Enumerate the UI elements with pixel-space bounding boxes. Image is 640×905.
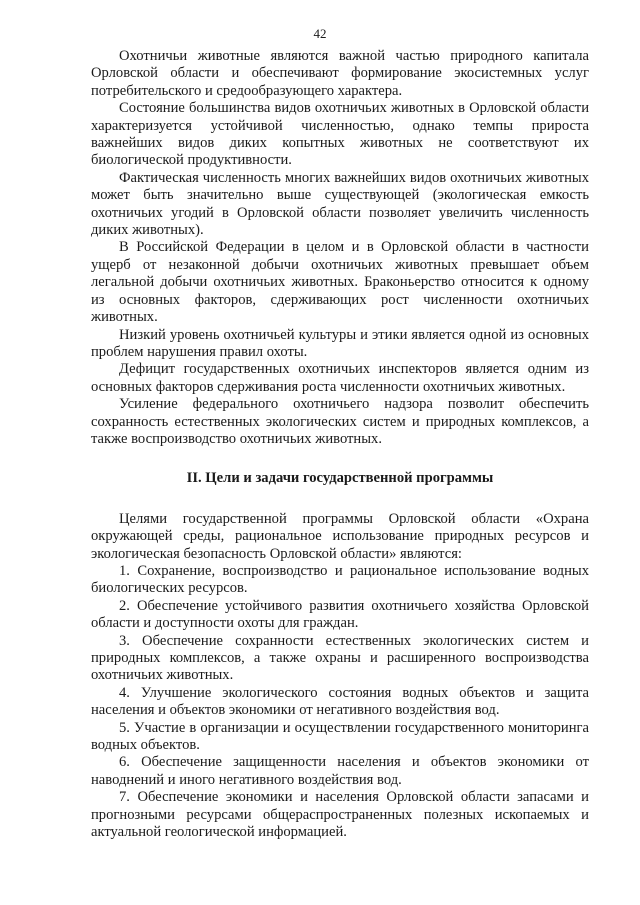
list-item: 4. Улучшение экологического состояния водных объектов и защита населения и объектов экономики от негативного воздействия вод. xyxy=(91,684,589,719)
page-number: 42 xyxy=(313,26,327,41)
paragraph: Состояние большинства видов охотничьих животных в Орловской области характеризуется устойчивой численностью, однако темпы прироста важнейших видов диких копытных животных не соответствуют их биологической продуктивности. xyxy=(91,100,589,169)
paragraph: Низкий уровень охотничьей культуры и этики является одной из основных проблем нарушения правил охоты. xyxy=(91,326,589,360)
section-heading: II. Цели и задачи государственной программы xyxy=(186,470,494,487)
list-item: 7. Обеспечение экономики и населения Орловской области запасами и прогнозными ресурсами общераспространенных полезных ископаемых и актуальной геологической информацией. xyxy=(91,789,589,841)
list-item: 2. Обеспечение устойчивого развития охотничьего хозяйства Орловской области и доступности охоты для граждан. xyxy=(91,597,589,632)
list-item: 5. Участие в организации и осуществлении государственного мониторинга водных объектов. xyxy=(91,719,589,754)
list-item: 6. Обеспечение защищенности населения и объектов экономики от наводнений и иного негативного воздействия вод. xyxy=(91,754,589,788)
list-item: 3. Обеспечение сохранности естественных экологических систем и природных комплексов, а также охраны и расширенного воспроизводства охотничьих животных. xyxy=(91,632,589,684)
list-item: 1. Сохранение, воспроизводство и рациональное использование водных биологических ресурсов. xyxy=(91,562,589,597)
paragraph: Усиление федерального охотничьего надзора позволит обеспечить сохранность естественных экологических систем и природных комплексов, а также воспроизводство охотничьих животных. xyxy=(91,396,589,447)
paragraph: Охотничьи животные являются важной частью природного капитала Орловской области и обеспечивают формирование экосистемных услуг потребительского и средообразующего характера. xyxy=(91,48,589,99)
paragraph: В Российской Федерации в целом и в Орловской области в частности ущерб от незаконной добычи охотничьих животных превышает объем легальной добычи охотничьих животных. Браконьерство относится к одному из основных факторов, сдерживающих рост численности охотничьих животных. xyxy=(91,239,589,326)
paragraph: Фактическая численность многих важнейших видов охотничьих животных может быть значительно выше существующей (экологическая емкость охотничьих угодий в Орловской области позволяет увеличить численность диких животных). xyxy=(91,169,589,239)
paragraph: Целями государственной программы Орловской области «Охрана окружающей среды, рациональное использование природных ресурсов и экологическая безопасность Орловской области» являются: xyxy=(91,510,589,562)
document-body xyxy=(91,48,589,841)
paragraph: Дефицит государственных охотничьих инспекторов является одним из основных факторов сдерживания роста численности охотничьих животных. xyxy=(91,361,589,395)
